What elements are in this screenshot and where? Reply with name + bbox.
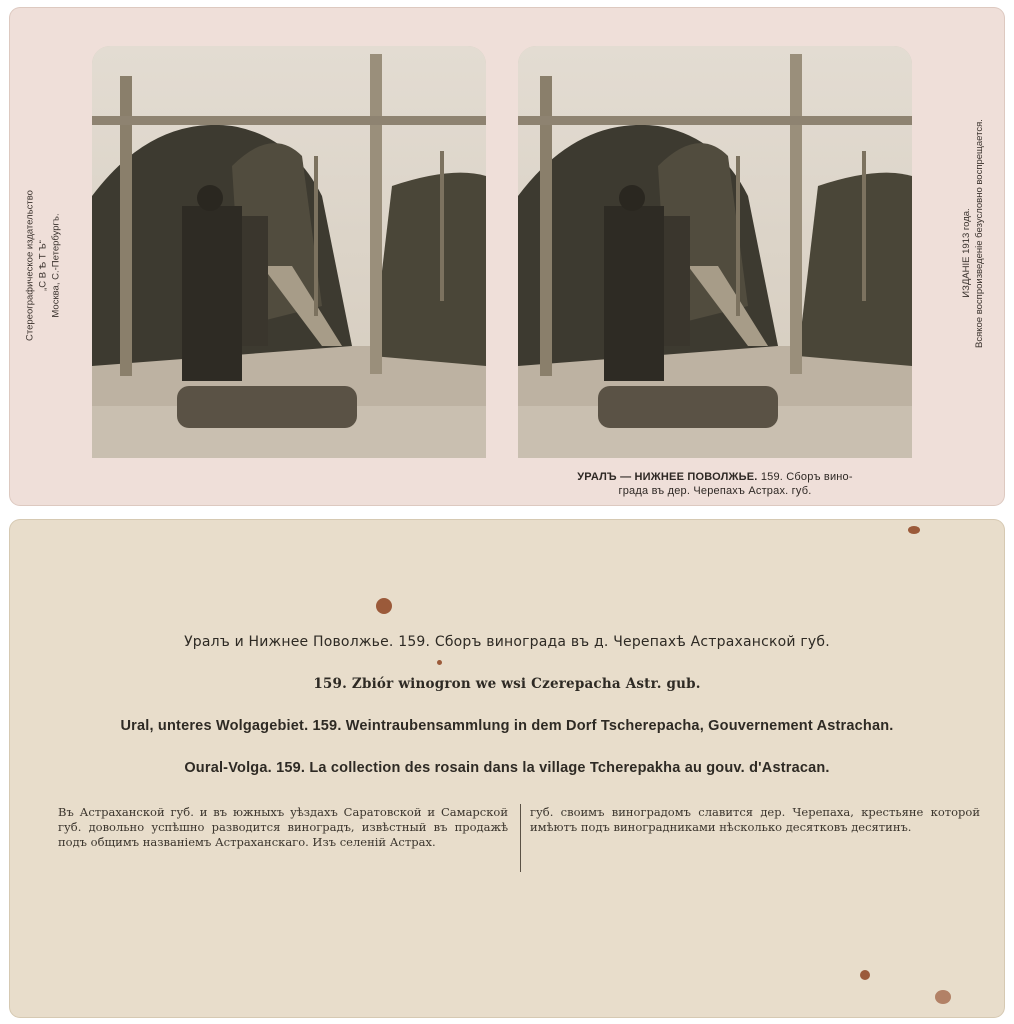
title-polish: 159. Zbiór winogron we wsi Czerepacha Astr. gub.: [313, 676, 701, 692]
description-column-left: Въ Астраханской губ. и въ южныхъ уѣздахъ Саратовской и Самарской губ. довольно успѣшно разводится виноградъ, извѣстный въ продажѣ подъ общимъ названіемъ Астраханскаго. Изъ селеній Астрах.: [58, 805, 508, 849]
title-german: Ural, unteres Wolgagebiet. 159. Weintraubensammlung in dem Dorf Tscherepacha, Gouvernement Astrachan.: [120, 718, 894, 734]
column-divider: [520, 804, 521, 872]
copyright-notice: Всякое воспроизведеніе безусловно воспрещается.: [974, 119, 985, 348]
foxing-stain: [935, 990, 951, 1004]
foxing-stain: [908, 526, 920, 534]
stereo-photo-right: [518, 46, 912, 458]
stereo-card-back: [10, 520, 1004, 1017]
stereo-card-front: [10, 8, 1004, 505]
vineyard-photo-right: [518, 46, 912, 458]
publisher-line-1: Стереографическое издательство: [24, 190, 36, 341]
title-french: Oural-Volga. 159. La collection des rosain dans la village Tcherepakha au gouv. d'Astracan.: [184, 760, 830, 776]
foxing-stain: [437, 660, 442, 665]
vineyard-photo-left: [92, 46, 486, 458]
photo-caption: [518, 470, 912, 498]
description-column-right: губ. своимъ виноградомъ славится дер. Черепаха, крестьяне которой имѣютъ подъ виноградниками нѣсколько десятковъ десятинъ.: [530, 805, 980, 834]
caption-title-part-2: града въ дер. Черепахъ Астрах. губ.: [618, 485, 812, 497]
publisher-line-2: „С В Ѣ Т Ъ“: [37, 240, 49, 291]
edition-year: ИЗДАНІЕ 1913 года.: [961, 208, 972, 298]
caption-region: УРАЛЪ — НИЖНЕЕ ПОВОЛЖЬЕ.: [577, 471, 758, 483]
foxing-stain: [376, 598, 392, 614]
publisher-imprint: [24, 171, 63, 361]
title-russian: Уралъ и Нижнее Поволжье. 159. Сборъ винограда въ д. Черепахѣ Астраханской губ.: [184, 634, 830, 650]
foxing-stain: [860, 970, 870, 980]
edition-notice: [960, 119, 986, 348]
stereo-photo-left: [92, 46, 486, 458]
caption-title-part-1: 159. Сборъ вино-: [757, 471, 853, 483]
publisher-line-3: Москва, С.-Петербургъ.: [50, 213, 62, 318]
